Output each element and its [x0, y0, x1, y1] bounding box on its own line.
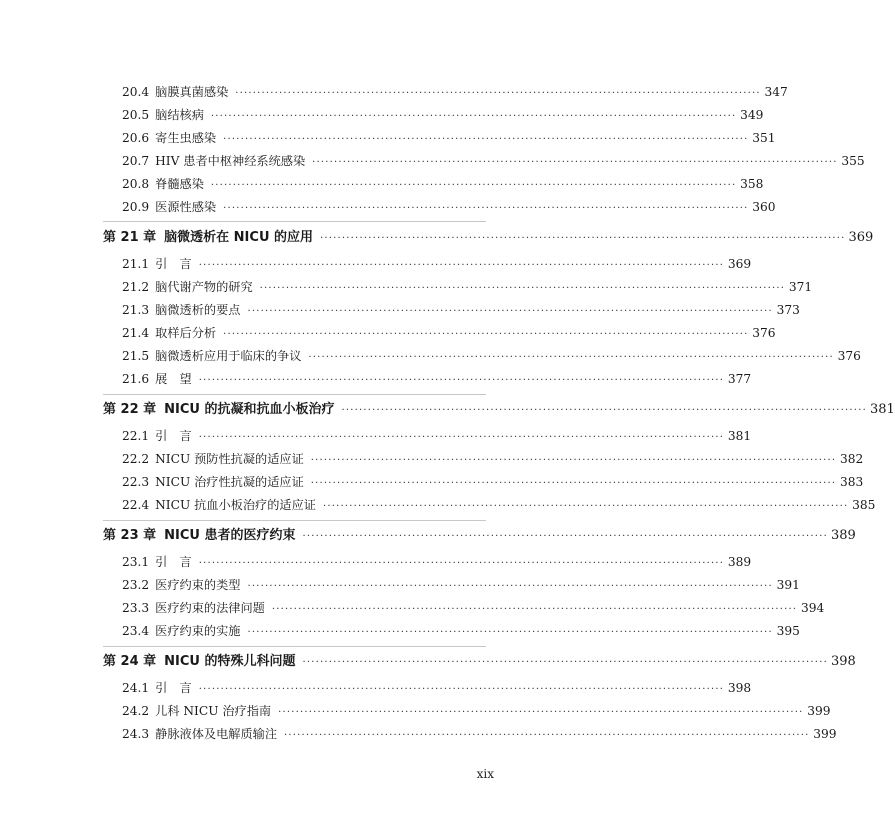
entry-title: 脑微透析应用于临床的争议 — [155, 349, 302, 363]
dot-leader: ························································································································ — [198, 684, 725, 695]
entry-title: 医源性感染 — [155, 200, 217, 214]
toc-section-entry[interactable] — [122, 474, 864, 492]
toc-section-entry[interactable] — [122, 84, 788, 102]
entry-title: 医疗约束的类型 — [155, 578, 241, 592]
dot-leader: ························································································································ — [312, 157, 838, 168]
entry-page-number: 349 — [740, 108, 764, 122]
dot-leader: ························································································································ — [198, 432, 725, 443]
toc-section-entry[interactable] — [122, 577, 800, 595]
entry-title: 医疗约束的法律问题 — [155, 601, 265, 615]
toc-section-entry[interactable] — [122, 348, 861, 366]
entry-page-number: 389 — [830, 528, 856, 543]
entry-page-number: 391 — [776, 578, 800, 592]
dot-leader: ························································································································ — [247, 627, 773, 638]
entry-title: 脑膜真菌感染 — [155, 85, 229, 99]
entry-title: 引 言 — [155, 257, 192, 271]
entry-number: 20.5 — [122, 108, 150, 122]
toc-section-entry[interactable] — [122, 130, 776, 148]
entry-page-number: 382 — [839, 452, 864, 466]
toc-chapter-entry[interactable] — [103, 654, 856, 671]
toc-section-entry[interactable] — [122, 371, 752, 389]
dot-leader: ························································································································ — [302, 531, 828, 542]
entry-title: NICU 患者的医疗约束 — [164, 528, 296, 543]
entry-title: 脊髓感染 — [155, 177, 204, 191]
entry-title: 脑微透析在 NICU 的应用 — [164, 230, 314, 245]
entry-title: 医疗约束的实施 — [155, 624, 241, 638]
toc-section-entry[interactable] — [122, 153, 865, 171]
page-number-folio: xix — [476, 767, 494, 781]
entry-number: 24.3 — [122, 727, 150, 741]
entry-number: 20.8 — [122, 177, 150, 191]
entry-page-number: 347 — [764, 85, 788, 99]
dot-leader: ························································································································ — [308, 352, 834, 363]
dot-leader: ························································································································ — [198, 260, 725, 271]
entry-page-number: 394 — [801, 601, 825, 615]
dot-leader: ························································································································ — [223, 134, 749, 145]
entry-number: 22.1 — [122, 429, 150, 443]
entry-title: 取样后分析 — [155, 326, 217, 340]
toc-section-entry[interactable] — [122, 600, 825, 618]
entry-title: 静脉液体及电解质输注 — [155, 727, 278, 741]
section-divider — [103, 520, 486, 521]
entry-number: 21.4 — [122, 326, 150, 340]
entry-page-number: 398 — [727, 681, 752, 695]
entry-page-number: 398 — [830, 654, 856, 669]
toc-chapter-entry[interactable] — [103, 230, 874, 247]
entry-page-number: 381 — [727, 429, 752, 443]
entry-number: 21.1 — [122, 257, 150, 271]
entry-number: 21.5 — [122, 349, 150, 363]
entry-page-number: 395 — [776, 624, 800, 638]
toc-section-entry[interactable] — [122, 680, 752, 698]
entry-page-number: 376 — [837, 349, 861, 363]
entry-page-number: 381 — [869, 402, 895, 417]
entry-page-number: 371 — [788, 280, 813, 294]
entry-page-number: 373 — [776, 303, 800, 317]
toc-section-entry[interactable] — [122, 325, 776, 343]
dot-leader: ························································································································ — [322, 501, 849, 512]
dot-leader: ························································································································ — [259, 283, 786, 294]
toc-section-entry[interactable] — [122, 428, 752, 446]
toc-section-entry[interactable] — [122, 497, 876, 515]
dot-leader: ························································································································ — [341, 405, 867, 416]
dot-leader: ························································································································ — [223, 329, 749, 340]
entry-page-number: 399 — [813, 727, 837, 741]
entry-page-number: 385 — [852, 498, 876, 512]
entry-number: 20.7 — [122, 154, 150, 168]
entry-page-number: 399 — [807, 704, 831, 718]
entry-page-number: 351 — [752, 131, 776, 145]
entry-number: 21.3 — [122, 303, 150, 317]
dot-leader: ························································································································ — [198, 558, 725, 569]
entry-title: 脑结核病 — [155, 108, 204, 122]
entry-title: NICU 预防性抗凝的适应证 — [155, 452, 304, 466]
toc-section-entry[interactable] — [122, 176, 764, 194]
dot-leader: ························································································································ — [278, 707, 804, 718]
entry-page-number: 360 — [752, 200, 776, 214]
section-divider — [103, 646, 486, 647]
entry-title: 引 言 — [155, 681, 192, 695]
entry-number: 第 24 章 — [103, 654, 157, 669]
toc-section-entry[interactable] — [122, 199, 776, 217]
entry-number: 22.3 — [122, 475, 150, 489]
toc-section-entry[interactable] — [122, 302, 800, 320]
dot-leader: ························································································································ — [210, 111, 737, 122]
entry-number: 23.3 — [122, 601, 150, 615]
entry-page-number: 369 — [727, 257, 752, 271]
toc-section-entry[interactable] — [122, 554, 752, 572]
entry-title: 引 言 — [155, 429, 192, 443]
entry-number: 第 22 章 — [103, 402, 157, 417]
entry-page-number: 383 — [839, 475, 864, 489]
entry-page-number: 355 — [841, 154, 865, 168]
dot-leader: ························································································································ — [284, 730, 810, 741]
dot-leader: ························································································································ — [320, 233, 846, 244]
entry-page-number: 369 — [848, 230, 874, 245]
entry-number: 21.6 — [122, 372, 150, 386]
entry-number: 24.1 — [122, 681, 150, 695]
entry-page-number: 389 — [727, 555, 752, 569]
entry-number: 20.9 — [122, 200, 150, 214]
entry-title: 寄生虫感染 — [155, 131, 217, 145]
entry-title: 儿科 NICU 治疗指南 — [155, 704, 272, 718]
toc-section-entry[interactable] — [122, 256, 752, 274]
entry-number: 20.6 — [122, 131, 150, 145]
entry-title: 脑代谢产物的研究 — [155, 280, 253, 294]
dot-leader: ························································································································ — [247, 306, 773, 317]
toc-section-entry[interactable] — [122, 107, 764, 125]
entry-number: 22.2 — [122, 452, 150, 466]
dot-leader: ························································································································ — [210, 180, 737, 191]
entry-number: 23.2 — [122, 578, 150, 592]
entry-number: 第 21 章 — [103, 230, 157, 245]
entry-number: 20.4 — [122, 85, 150, 99]
dot-leader: ························································································································ — [271, 604, 798, 615]
entry-page-number: 358 — [740, 177, 764, 191]
toc-section-entry[interactable] — [122, 726, 837, 744]
dot-leader: ························································································································ — [235, 88, 761, 99]
toc-section-entry[interactable] — [122, 623, 800, 641]
entry-title: 展 望 — [155, 372, 192, 386]
entry-number: 24.2 — [122, 704, 150, 718]
dot-leader: ························································································································ — [247, 581, 773, 592]
entry-title: 脑微透析的要点 — [155, 303, 241, 317]
dot-leader: ························································································································ — [223, 203, 749, 214]
entry-number: 23.1 — [122, 555, 150, 569]
entry-title: NICU 抗血小板治疗的适应证 — [155, 498, 316, 512]
entry-number: 21.2 — [122, 280, 150, 294]
entry-title: 引 言 — [155, 555, 192, 569]
entry-number: 22.4 — [122, 498, 150, 512]
toc-chapter-entry[interactable] — [103, 528, 856, 545]
toc-chapter-entry[interactable] — [103, 402, 895, 419]
dot-leader: ························································································································ — [302, 657, 828, 668]
entry-title: HIV 患者中枢神经系统感染 — [155, 154, 306, 168]
entry-page-number: 376 — [752, 326, 776, 340]
toc-section-entry[interactable] — [122, 703, 831, 721]
entry-title: NICU 治疗性抗凝的适应证 — [155, 475, 304, 489]
entry-number: 23.4 — [122, 624, 150, 638]
section-divider — [103, 394, 486, 395]
entry-title: NICU 的特殊儿科问题 — [164, 654, 296, 669]
dot-leader: ························································································································ — [310, 478, 837, 489]
entry-page-number: 377 — [727, 372, 752, 386]
toc-section-entry[interactable] — [122, 451, 864, 469]
entry-title: NICU 的抗凝和抗血小板治疗 — [164, 402, 335, 417]
section-divider — [103, 221, 486, 222]
entry-number: 第 23 章 — [103, 528, 157, 543]
toc-section-entry[interactable] — [122, 279, 813, 297]
dot-leader: ························································································································ — [198, 375, 725, 386]
dot-leader: ························································································································ — [310, 455, 837, 466]
